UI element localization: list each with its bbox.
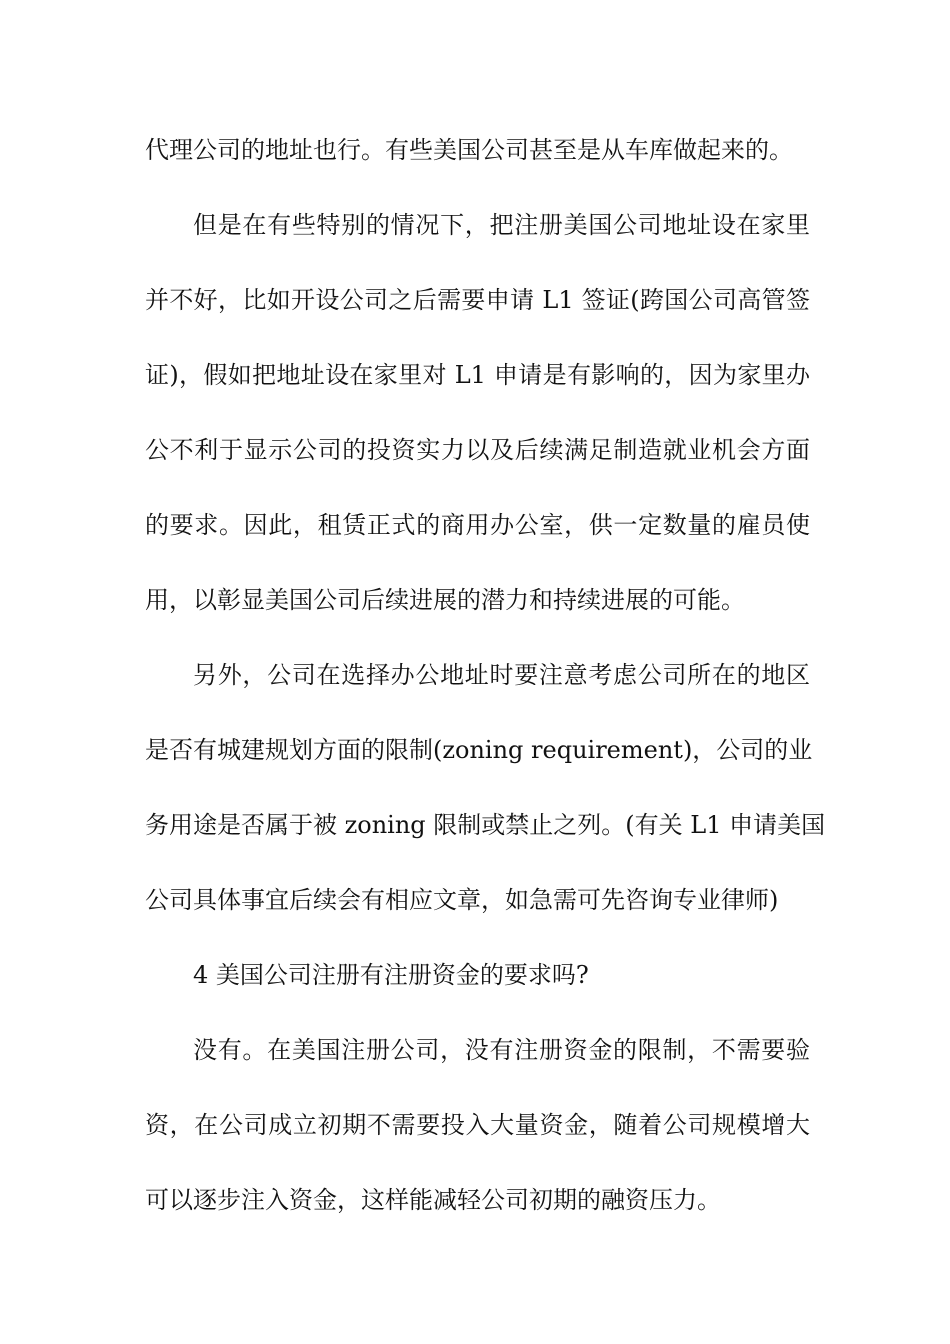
paragraph-line: 但是在有些特别的情况下，把注册美国公司地址设在家里 <box>193 211 810 239</box>
paragraph-line: 用，以彰显美国公司后续进展的潜力和持续进展的可能。 <box>145 586 745 614</box>
paragraph-line: 公司具体事宜后续会有相应文章，如急需可先咨询专业律师) <box>145 886 779 914</box>
paragraph-line: 可以逐步注入资金，这样能减轻公司初期的融资压力。 <box>145 1186 721 1214</box>
section-heading: 4 美国公司注册有注册资金的要求吗? <box>193 961 589 989</box>
paragraph-line: 公不利于显示公司的投资实力以及后续满足制造就业机会方面 <box>145 436 810 464</box>
paragraph-line: 另外，公司在选择办公地址时要注意考虑公司所在的地区 <box>193 661 810 689</box>
paragraph-line: 是否有城建规划方面的限制(zoning requirement)，公司的业 <box>145 736 813 764</box>
paragraph-line: 务用途是否属于被 zoning 限制或禁止之列。(有关 L1 申请美国 <box>145 811 826 839</box>
paragraph-line: 的要求。因此，租赁正式的商用办公室，供一定数量的雇员使 <box>145 511 810 539</box>
paragraph-line: 证)，假如把地址设在家里对 L1 申请是有影响的，因为家里办 <box>145 361 810 389</box>
paragraph-line: 没有。在美国注册公司，没有注册资金的限制，不需要验 <box>193 1036 810 1064</box>
paragraph-line: 并不好，比如开设公司之后需要申请 L1 签证(跨国公司高管签 <box>145 286 810 314</box>
paragraph-line: 代理公司的地址也行。有些美国公司甚至是从车库做起来的。 <box>145 136 793 164</box>
paragraph-line: 资，在公司成立初期不需要投入大量资金，随着公司规模增大 <box>145 1111 810 1139</box>
